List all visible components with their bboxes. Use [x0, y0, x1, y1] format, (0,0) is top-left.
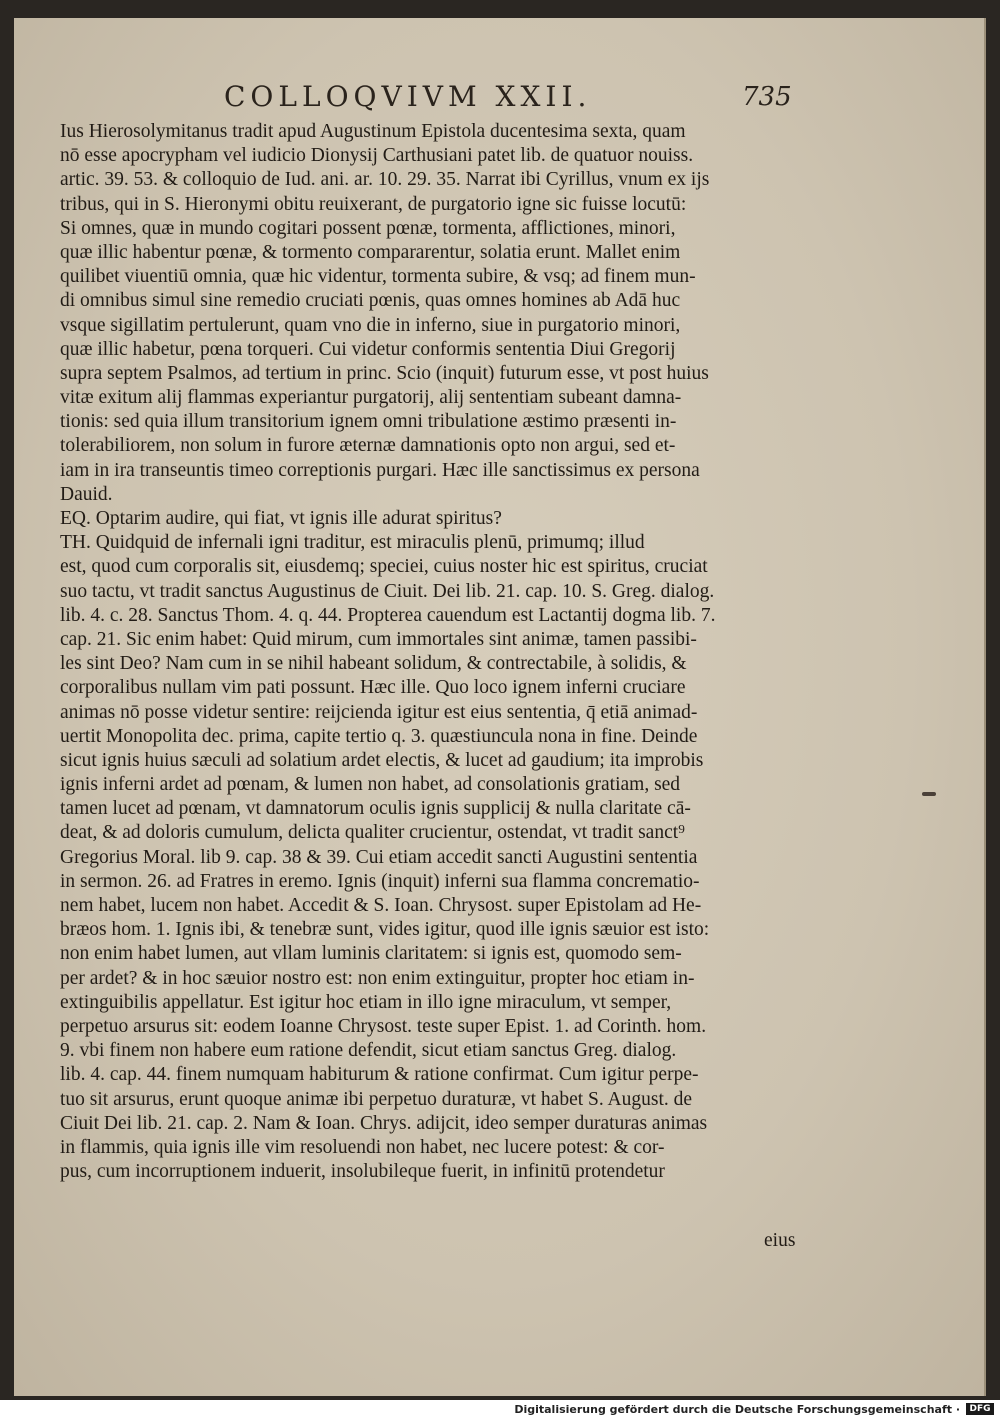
text-line: quæ illic habetur, pœna torqueri. Cui videtur conformis sententia Diui Gregorij: [60, 338, 676, 360]
text-line: lib. 4. cap. 44. finem numquam habiturum & ratione confirmat. Cum igitur perpe-: [60, 1064, 699, 1086]
text-line: les sint Deo? Nam cum in se nihil habeant solidum, & contrectabile, à solidis, &: [60, 653, 687, 675]
body-text: [60, 120, 800, 1184]
text-line: ignis inferni ardet ad pœnam, & lumen non habet, ad consolationis gratiam, sed: [60, 774, 681, 796]
catchword: eius: [764, 1230, 796, 1251]
text-line: deat, & ad doloris cumulum, delicta qualiter crucientur, ostendat, vt tradit sanct⁹: [60, 822, 685, 844]
text-line: quæ illic habentur pœnæ, & tormento compararentur, solatia erunt. Mallet enim: [60, 241, 681, 263]
page-header: [0, 70, 1000, 113]
text-line: Gregorius Moral. lib 9. cap. 38 & 39. Cui etiam accedit sancti Augustini sententia: [60, 846, 698, 868]
text-line: quilibet viuentiū omnia, quæ hic videntur, tormenta subire, & vsq; ad finem mun-: [60, 266, 696, 288]
text-line: Dauid.: [60, 483, 113, 505]
text-line: tamen lucet ad pœnam, vt damnatorum oculis ignis supplicij & nulla claritate cā-: [60, 798, 691, 820]
text-line: bræos hom. 1. Ignis ibi, & tenebræ sunt, vides igitur, quod ille ignis sæuior est isto:: [60, 919, 710, 941]
dfg-credit: Digitalisierung gefördert durch die Deutsche Forschungsgemeinschaft ·: [514, 1403, 960, 1416]
text-line: iam in ira transeuntis timeo correptionis purgari. Hæc ille sanctissimus ex persona: [60, 459, 700, 481]
text-line: vsque sigillatim pertulerunt, quam vno die in inferno, siue in purgatorio minori,: [60, 314, 681, 336]
text-line: nem habet, lucem non habet. Accedit & S. Ioan. Chrysost. super Epistolam ad He-: [60, 895, 702, 916]
text-line: animas nō posse videtur sentire: reijcienda igitur est eius sententia, q̄ etiā animad-: [60, 701, 698, 723]
text-line: in sermon. 26. ad Fratres in eremo. Ignis (inquit) inferni sua flamma concrematio-: [60, 870, 700, 892]
text-line: pus, cum incorruptionem induerit, insolubileque fuerit, in infinitū protendetur: [60, 1161, 665, 1183]
text-line: extinguibilis appellatur. Est igitur hoc etiam in illo igne miraculum, vt semper,: [60, 991, 672, 1013]
text-line: suo tactu, vt tradit sanctus Augustinus de Ciuit. Dei lib. 21. cap. 10. S. Greg. dialog.: [60, 580, 715, 602]
text-line: tribus, qui in S. Hieronymi obitu reuixerant, de purgatorio igne sic fuisse locutū:: [60, 193, 687, 215]
text-line: tuo sit arsurus, erunt quoque animæ ibi perpetuo duraturæ, vt habet S. August. de: [60, 1088, 693, 1110]
running-title: COLLOQVIVM XXII.: [224, 80, 592, 113]
text-line: nō esse apocrypham vel iudicio Dionysij Carthusiani patet lib. de quatuor nouiss.: [60, 145, 694, 167]
text-line: tionis: sed quia illum transitorium ignem omni tribulatione æstimo præsenti in-: [60, 411, 677, 433]
text-line: est, quod cum corporalis sit, eiusdemq; speciei, cuius noster hic est spiritus, cruciat: [60, 556, 708, 578]
text-line: cap. 21. Sic enim habet: Quid mirum, cum immortales sint animæ, tamen passibi-: [60, 628, 697, 650]
text-line: 9. vbi finem non habere eum ratione defendit, sicut etiam sanctus Greg. dialog.: [60, 1040, 677, 1062]
text-line: lib. 4. c. 28. Sanctus Thom. 4. q. 44. Propterea cauendum est Lactantij dogma lib. 7.: [60, 604, 716, 626]
dfg-logo: DFG: [966, 1403, 994, 1415]
text-line: vitæ exitum alij flammas experiantur purgatorij, alij sententiam subeant damna-: [60, 387, 682, 409]
text-line: uertit Monopolita dec. prima, capite tertio q. 3. quæstiuncula nona in fine. Deinde: [60, 725, 698, 747]
text-line: Ciuit Dei lib. 21. cap. 2. Nam & Ioan. Chrys. adijcit, ideo semper duraturas animas: [60, 1112, 708, 1134]
ink-speck: [922, 792, 936, 796]
text-line: TH. Quidquid de infernali igni traditur, est miraculis plenū, primumq; illud: [60, 532, 645, 554]
text-line: di omnibus simul sine remedio cruciati pœnis, quas omnes homines ab Adā huc: [60, 290, 681, 312]
text-line: artic. 39. 53. & colloquio de Iud. ani. ar. 10. 29. 35. Narrat ibi Cyrillus, vnum ex ijs: [60, 169, 710, 191]
page-number: 735: [742, 82, 792, 112]
text-line: perpetuo arsurus sit: eodem Ioanne Chrysost. teste super Epist. 1. ad Corinth. hom.: [60, 1015, 707, 1037]
text-line: supra septem Psalmos, ad tertium in princ. Scio (inquit) futurum esse, vt post huius: [60, 362, 709, 384]
text-line: non enim habet lumen, aut vllam luminis claritatem: si ignis est, quomodo sem-: [60, 943, 682, 965]
text-line: Ius Hierosolymitanus tradit apud Augustinum Epistola ducentesima sexta, quam: [60, 121, 686, 142]
text-line: per ardet? & in hoc sæuior nostro est: non enim extinguitur, propter hoc etiam in-: [60, 967, 695, 989]
text-line: EQ. Optarim audire, qui fiat, vt ignis ille adurat spiritus?: [60, 508, 502, 529]
text-line: tolerabiliorem, non solum in furore æternæ damnationis opto non argui, sed et-: [60, 435, 676, 457]
text-line: Si omnes, quæ in mundo cogitari possent pœnæ, tormenta, afflictiones, minori,: [60, 217, 676, 239]
text-line: corporalibus nullam vim pati possunt. Hæc ille. Quo loco ignem inferni cruciare: [60, 677, 686, 699]
text-line: sicut ignis huius sæculi ad solatium ardet electis, & lucet ad gaudium; ita improbis: [60, 749, 704, 771]
text-line: in flammis, quia ignis ille vim resoluendi non habet, nec lucere potest: & cor-: [60, 1136, 665, 1158]
